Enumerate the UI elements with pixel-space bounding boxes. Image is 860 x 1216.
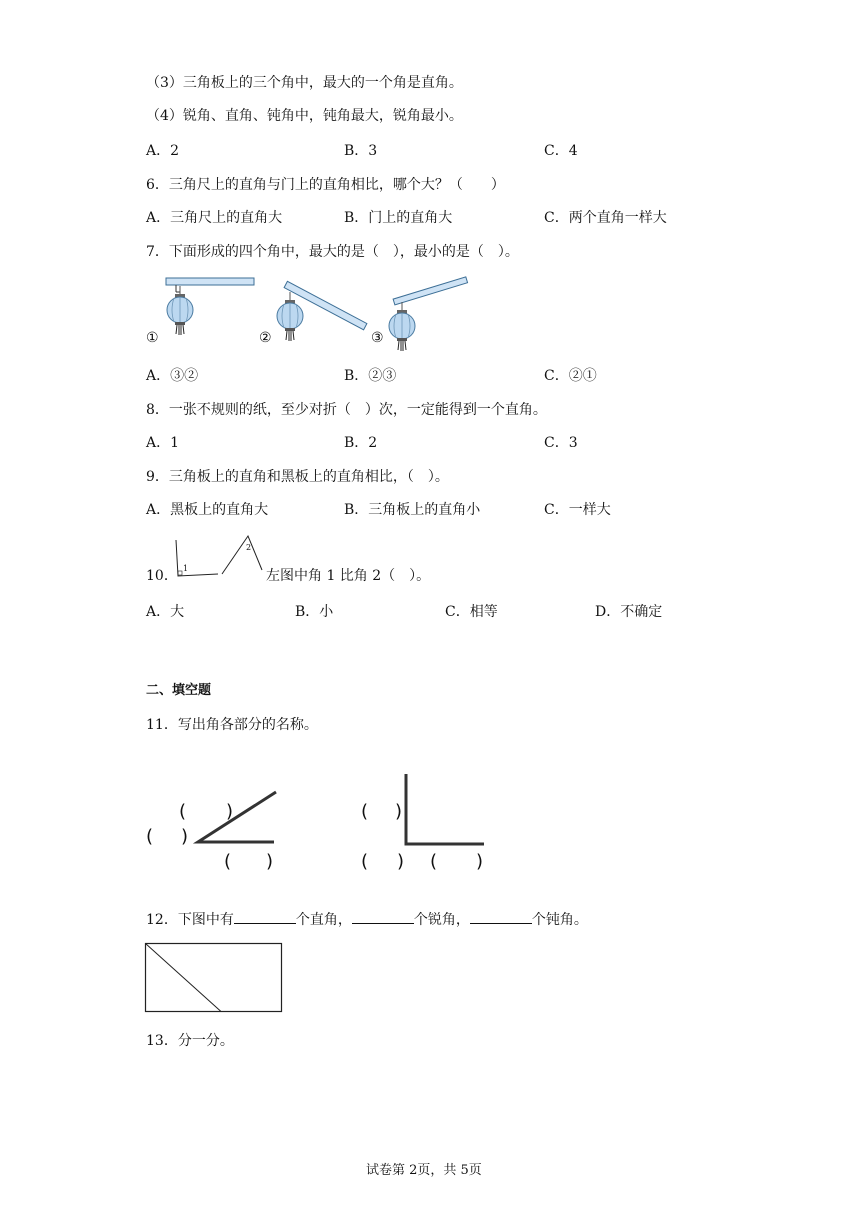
q7-lantern-figure xyxy=(140,272,480,352)
q6-stem: 6．三角尺上的直角与门上的直角相比，哪个大？（ ） xyxy=(146,177,505,193)
q10-angle-1-label: 1 xyxy=(183,564,189,573)
q11-fig1-side-blank-close[interactable]: ) xyxy=(226,801,234,822)
q10-option-c[interactable]: C．相等 xyxy=(445,604,498,620)
q8-stem: 8．一张不规则的纸，至少对折（ ）次，一定能得到一个直角。 xyxy=(146,402,547,418)
lantern-2-icon xyxy=(277,292,303,341)
q11-fig2-bottom-blank-close[interactable]: ) xyxy=(476,851,484,872)
q11-fig2-side-blank-open[interactable]: ( xyxy=(361,801,369,822)
q6-option-b[interactable]: B．门上的直角大 xyxy=(344,210,453,226)
lantern-1-icon xyxy=(167,286,193,335)
q11-fig1-vertex-blank-open[interactable]: ( xyxy=(146,826,154,847)
q12-part-2: 个直角， xyxy=(295,912,352,928)
q11-fig1-side-blank-open[interactable]: ( xyxy=(179,801,187,822)
q7-label-1: ① xyxy=(146,330,159,346)
q7-option-c[interactable]: C．②① xyxy=(544,368,597,384)
q7-label-2: ② xyxy=(259,330,272,346)
q11-fig1-bottom-blank-close[interactable]: ) xyxy=(266,851,274,872)
q10-number: 10． xyxy=(146,568,178,584)
q6-option-c[interactable]: C．两个直角一样大 xyxy=(544,210,667,226)
q11-fig2-vertex-blank-close[interactable]: ) xyxy=(397,851,405,872)
q12-obtuse-angle-blank[interactable] xyxy=(470,909,532,924)
q11-fig2-side-blank-close[interactable]: ) xyxy=(395,801,403,822)
q10-option-a[interactable]: A．大 xyxy=(146,604,185,620)
q8-option-a[interactable]: A．1 xyxy=(146,435,180,451)
section-2-title: 二、填空题 xyxy=(146,683,212,698)
q10-angle-figure xyxy=(170,534,266,584)
q11-fig2-bottom-blank-open[interactable]: ( xyxy=(430,851,438,872)
lantern-3-icon xyxy=(389,302,415,351)
q9-stem: 9．三角板上的直角和黑板上的直角相比，（ ）。 xyxy=(146,469,449,485)
q7-option-b[interactable]: B．②③ xyxy=(344,368,397,384)
q7-label-3: ③ xyxy=(371,330,384,346)
q5-statement-3: （3）三角板上的三个角中，最大的一个角是直角。 xyxy=(146,75,463,91)
q5-option-a[interactable]: A．2 xyxy=(146,143,180,159)
q8-option-b[interactable]: B．2 xyxy=(344,435,378,451)
q5-option-c[interactable]: C．4 xyxy=(544,143,578,159)
q5-statement-4: （4）锐角、直角、钝角中，钝角最大，锐角最小。 xyxy=(146,108,463,124)
q8-option-c[interactable]: C．3 xyxy=(544,435,578,451)
q9-option-b[interactable]: B．三角板上的直角小 xyxy=(344,502,481,518)
q10-option-b[interactable]: B．小 xyxy=(295,604,334,620)
q9-option-a[interactable]: A．黑板上的直角大 xyxy=(146,502,269,518)
q12-stem xyxy=(146,909,588,929)
q7-stem: 7．下面形成的四个角中，最大的是（ ），最小的是（ ）。 xyxy=(146,244,519,260)
q5-option-b[interactable]: B．3 xyxy=(344,143,378,159)
lantern-3-ruler xyxy=(393,277,467,305)
lantern-1-ruler xyxy=(166,278,254,285)
q10-option-d[interactable]: D．不确定 xyxy=(595,604,663,620)
q13-stem: 13．分一分。 xyxy=(146,1033,234,1049)
q11-fig1-vertex-blank-close[interactable]: ) xyxy=(181,826,189,847)
page-footer: 试卷第 2页，共 5页 xyxy=(366,1163,482,1178)
q11-fig2-vertex-blank-open[interactable]: ( xyxy=(361,851,369,872)
q9-option-c[interactable]: C．一样大 xyxy=(544,502,611,518)
q10-angle-2-label: 2 xyxy=(246,543,252,552)
q6-option-a[interactable]: A．三角尺上的直角大 xyxy=(146,210,283,226)
q12-acute-angle-blank[interactable] xyxy=(352,909,414,924)
q12-part-4: 个钝角。 xyxy=(531,912,588,928)
q12-right-angle-blank[interactable] xyxy=(234,909,296,924)
q12-part-1: 12．下图中有 xyxy=(146,912,234,928)
q11-stem: 11．写出角各部分的名称。 xyxy=(146,717,318,733)
q7-option-a[interactable]: A．③② xyxy=(146,368,199,384)
q11-angle-figures xyxy=(140,770,500,880)
q11-fig1-bottom-blank-open[interactable]: ( xyxy=(224,851,232,872)
q12-part-3: 个锐角， xyxy=(413,912,470,928)
q10-stem: 左图中角 1 比角 2（ ）。 xyxy=(266,568,431,584)
q12-rectangle-figure xyxy=(144,942,284,1014)
